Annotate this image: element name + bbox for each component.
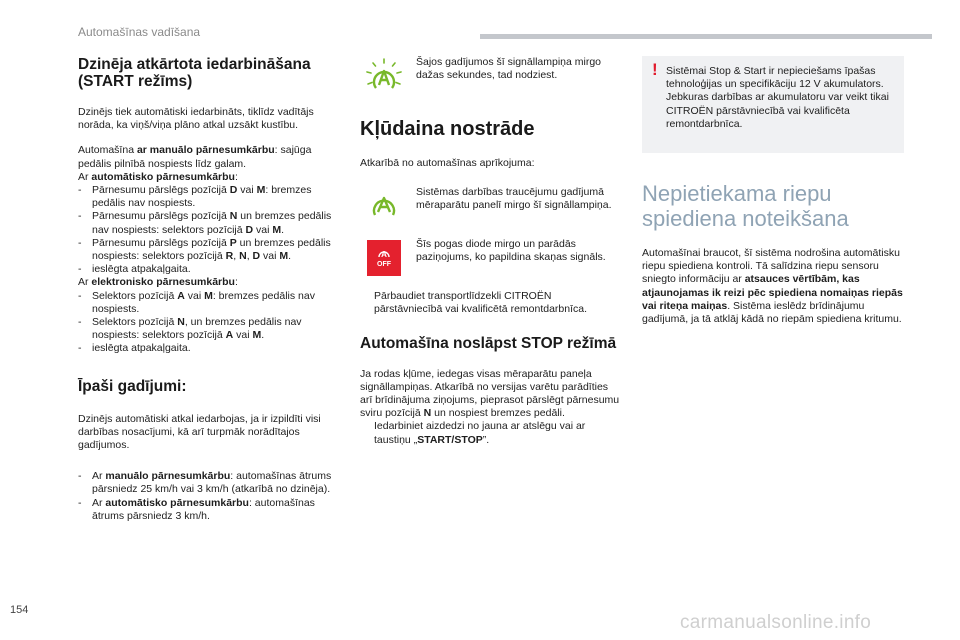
instrument-lamp-row bbox=[360, 186, 620, 226]
list-item: - Ar manuālo pārnesumkārbu: automašīnas ātrums pārsniedz 25 km/h vai 3 km/h (atkarībā no dzinēja). bbox=[78, 470, 332, 496]
header-title: Automašīnas vadīšana bbox=[78, 25, 201, 39]
stop-start-flashing-icon bbox=[360, 56, 408, 96]
column-malfunction bbox=[360, 56, 620, 447]
check-instruction: Pārbaudiet transportlīdzekli CITROËN pārstāvniecībā vai kvalificētā remontdarbnīca. bbox=[360, 290, 620, 316]
list-item: - ieslēgta atpakaļgaita. bbox=[78, 263, 191, 276]
list-item: - Selektors pozīcijā A vai M: bremzes pedālis nav nospiests. bbox=[78, 289, 315, 315]
restart-instruction: Iedarbiniet aizdedzi no jauna ar atslēgu vai ar taustiņu „START/STOP”. bbox=[360, 420, 620, 446]
warning-icon: ! bbox=[652, 60, 658, 79]
battery-warning-text: Sistēmai Stop & Start ir nepieciešams īpašas tehnoloģijas un specifikāciju 12 V akumulators. Jebkuras darbības ar akumulatoru var veikt tikai CITROËN pārstāvniecībā vai kvalificēta remontdarbnīca. bbox=[666, 65, 889, 130]
stop-start-indicator-row bbox=[360, 56, 620, 96]
list-item: - Ar automātisko pārnesumkārbu: automašīnas ātrums pārsniedz 3 km/h. bbox=[78, 496, 315, 522]
page-number: 154 bbox=[10, 604, 29, 616]
tyre-pressure-heading: Nepietiekama riepu spiediena noteikšana bbox=[642, 181, 849, 232]
auto-gearbox-intro: Ar automātisko pārnesumkārbu: bbox=[78, 170, 238, 183]
list-item: - Pārnesumu pārslēgs pozīcijā P un bremzes pedālis nospiests: selektors pozīcijā R, N, D vai M. bbox=[78, 236, 331, 263]
check-icon bbox=[360, 290, 374, 316]
start-mode-intro: Dzinējs tiek automātiski iedarbināts, tiklīdz vadītājs norāda, ka viņš/viņa plāno atkal uzsākt kustību. bbox=[78, 106, 314, 132]
stop-mode-paragraph: Ja rodas kļūme, iedegas visas mēraparātu paneļa signāllampiņas. Atkarībā no versijas varētu parādīties arī brīdinājuma ziņojums, pieprasot pārslēgt pārnesumu sviru pozīcijā N un nospiest bremzes pedāli. bbox=[360, 367, 620, 420]
manual-gearbox-paragraph: Automašīna ar manuālo pārnesumkārbu: sajūga pedālis pilnībā nospiests līdz galam. bbox=[78, 144, 312, 170]
stop-mode-stall-heading: Automašīna noslāpst STOP režīmā bbox=[360, 334, 617, 352]
instrument-lamp-text: Sistēmas darbības traucējumu gadījumā mēraparātu panelī mirgo šī signāllampiņa. bbox=[416, 186, 612, 212]
list-item: - Pārnesumu pārslēgs pozīcijā N un bremzes pedālis nav nospiests: selektors pozīcijā D vai M. bbox=[78, 210, 332, 236]
off-button-text: Šīs pogas diode mirgo un parādās paziņojums, ko papildina skaņas signāls. bbox=[416, 238, 606, 264]
column-start-mode bbox=[78, 56, 346, 523]
off-button-row bbox=[360, 238, 620, 278]
tyre-pressure-paragraph: Automašīnai braucot, šī sistēma nodrošina automātisku riepu spiediena kontroli. Tā salīdzina riepu sensoru sniegto informāciju ar atsauces vērtībām, kas atjaunojamas ik reizi pēc spiediena nomaiņas riepās vai riteņa maiņas. Sistēma ieslēdz brīdinājumu gadījumā, ja tā atklāj kādā no riepām spiediena kritumu. bbox=[642, 247, 903, 326]
header-bar bbox=[480, 34, 932, 39]
malfunction-intro: Atkarībā no automašīnas aprīkojuma: bbox=[360, 157, 535, 169]
column-battery-tyres bbox=[642, 56, 904, 326]
stop-start-warning-icon bbox=[360, 186, 408, 226]
malfunction-heading: Kļūdaina nostrāde bbox=[360, 118, 535, 140]
check-icon bbox=[360, 420, 374, 446]
start-mode-heading: Dzinēja atkārtota iedarbināšana (START režīms) bbox=[78, 56, 311, 90]
list-item: - Pārnesumu pārslēgs pozīcijā D vai M: bremzes pedālis nav nospiests. bbox=[78, 184, 312, 210]
special-cases-heading: Īpaši gadījumi: bbox=[78, 377, 187, 395]
stop-start-off-button-icon: A OFF bbox=[360, 238, 408, 278]
indicator-flash-text: Šajos gadījumos šī signāllampiņa mirgo dažas sekundes, tad nodziest. bbox=[416, 56, 602, 82]
list-item: - ieslēgta atpakaļgaita. bbox=[78, 342, 191, 355]
list-item: - Selektors pozīcijā N, un bremzes pedālis nav nospiests: selektors pozīcijā A vai M. bbox=[78, 316, 302, 342]
battery-warning-box bbox=[642, 56, 904, 153]
watermark: carmanualsonline.info bbox=[680, 612, 872, 633]
electronic-gearbox-intro: Ar elektronisko pārnesumkārbu: bbox=[78, 276, 238, 289]
special-cases-paragraph: Dzinējs automātiski atkal iedarbojas, ja ir izpildīti visi darbības nosacījumi, kā arī turpmāk norādītajos gadījumos. bbox=[78, 412, 321, 452]
